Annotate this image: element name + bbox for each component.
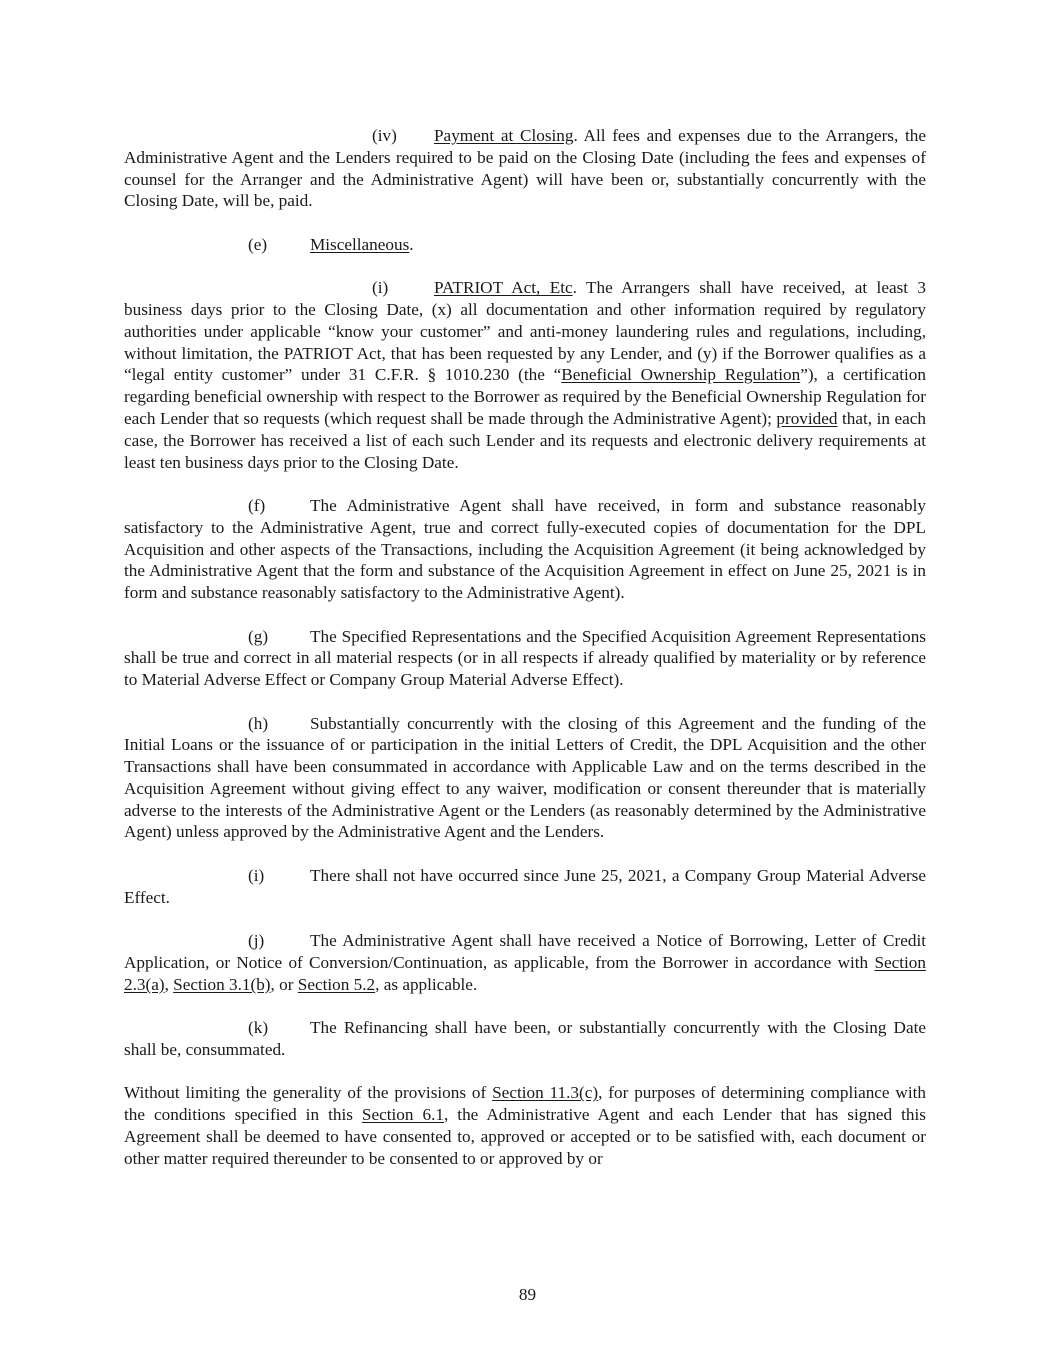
- clause-label: (e): [248, 234, 268, 254]
- page-number: 89: [518, 1285, 537, 1304]
- paragraph-h: (h) Substantially concurrently with the closing of this Agreement and the funding of the Initial Loans or the issuance of or participation in the initial Letters of Credit, the DPL Acquisition and the other Transactions shall have been consummated in accordance with Applicable Law and on the terms described in the Acquisition Agreement without giving effect to any waiver, modification or consent thereunder that is materially adverse to the interests of the Administrative Agent or the Lenders (as reasonably determined by the Administrative Agent) unless approved by the Administrative Agent and the Lenders.: [124, 713, 926, 842]
- paragraph-e-i-patriot-act: (i) PATRIOT Act, Etc. The Arrangers shall have received, at least 3 business days prior to the Closing Date, (x) all documentation and other information required by regulatory authorities under applicable “know your customer” and anti-money laundering rules and regulations, including, without limitation, the PATRIOT Act, that has been requested by any Lender, and (y) if the Borrower qualifies as a “legal entity customer” under 31 C.F.R. § 1010.230 (the “Beneficial Ownership Regulation”), a certification regarding beneficial ownership with respect to the Borrower as required by the Beneficial Ownership Regulation for each Lender that so requests (which request shall be made through the Administrative Agent); provided that, in each case, the Borrower has received a list of each such Lender and its requests and electronic delivery requirements at least ten business days prior to the Closing Date.: [124, 278, 927, 472]
- clause-label: (f): [248, 495, 266, 515]
- section-reference: Section 2.3(a): [124, 952, 926, 994]
- clause-label: (h): [248, 713, 269, 733]
- section-reference: Section 3.1(b): [173, 974, 271, 994]
- paragraph-g: (g) The Specified Representations and the Specified Acquisition Agreement Representations shall be true and correct in all material respects (or in all respects if already qualified by materiality or by reference to Material Adverse Effect or Company Group Material Adverse Effect).: [124, 626, 926, 690]
- paragraph-iv-payment-at-closing: (iv) Payment at Closing. All fees and expenses due to the Arrangers, the Administrative Agent and the Lenders required to be paid on the Closing Date (including the fees and expenses of counsel for the Arranger and the Administrative Agent) will have been or, substantially concurrently with the Closing Date, will be, paid.: [124, 126, 926, 211]
- document-body: [124, 125, 926, 1169]
- clause-label: (j): [248, 931, 265, 951]
- clause-label: (k): [248, 1018, 269, 1038]
- clause-heading: Payment at Closing: [434, 126, 574, 145]
- clause-label: (i): [372, 278, 389, 298]
- paragraph-j: (j) The Administrative Agent shall have received a Notice of Borrowing, Letter of Credit Application, or Notice of Conversion/Continuation, as applicable, from the Borrower in accordance with Section 2.3(a), Section 3.1(b), or Section 5.2, as applicable.: [124, 931, 926, 994]
- paragraph-closing: Without limiting the generality of the provisions of Section 11.3(c), for purposes of determining compliance with the conditions specified in this Section 6.1, the Administrative Agent and each Lender that has signed this Agreement shall be deemed to have consented to, approved or accepted or to be satisfied with, each document or other matter required thereunder to be consented to or approved by or: [124, 1083, 926, 1168]
- paragraph-f: (f) The Administrative Agent shall have received, in form and substance reasonably satisfactory to the Administrative Agent, true and correct fully-executed copies of documentation for the DPL Acquisition and other aspects of the Transactions, including the Acquisition Agreement (it being acknowledged by the Administrative Agent that the form and substance of the Acquisition Agreement in effect on June 25, 2021 is in form and substance reasonably satisfactory to the Administrative Agent).: [124, 495, 926, 603]
- defined-term: Beneficial Ownership Regulation: [561, 365, 801, 385]
- paragraph-i: (i) There shall not have occurred since June 25, 2021, a Company Group Material Adverse Effect.: [124, 865, 926, 907]
- paragraph-k: (k) The Refinancing shall have been, or substantially concurrently with the Closing Date shall be, consummated.: [124, 1018, 926, 1059]
- clause-label: (iv): [372, 126, 397, 145]
- clause-label: (g): [248, 626, 269, 646]
- clause-label: (i): [248, 865, 265, 885]
- clause-heading: PATRIOT Act, Etc: [434, 278, 573, 298]
- clause-heading: Miscellaneous: [310, 234, 410, 254]
- paragraph-e-miscellaneous: (e) Miscellaneous.: [248, 234, 414, 254]
- section-reference: Section 5.2: [297, 974, 376, 994]
- section-reference: Section 11.3(c): [492, 1083, 599, 1103]
- proviso-term: provided: [776, 408, 838, 428]
- section-reference: Section 6.1: [361, 1105, 444, 1125]
